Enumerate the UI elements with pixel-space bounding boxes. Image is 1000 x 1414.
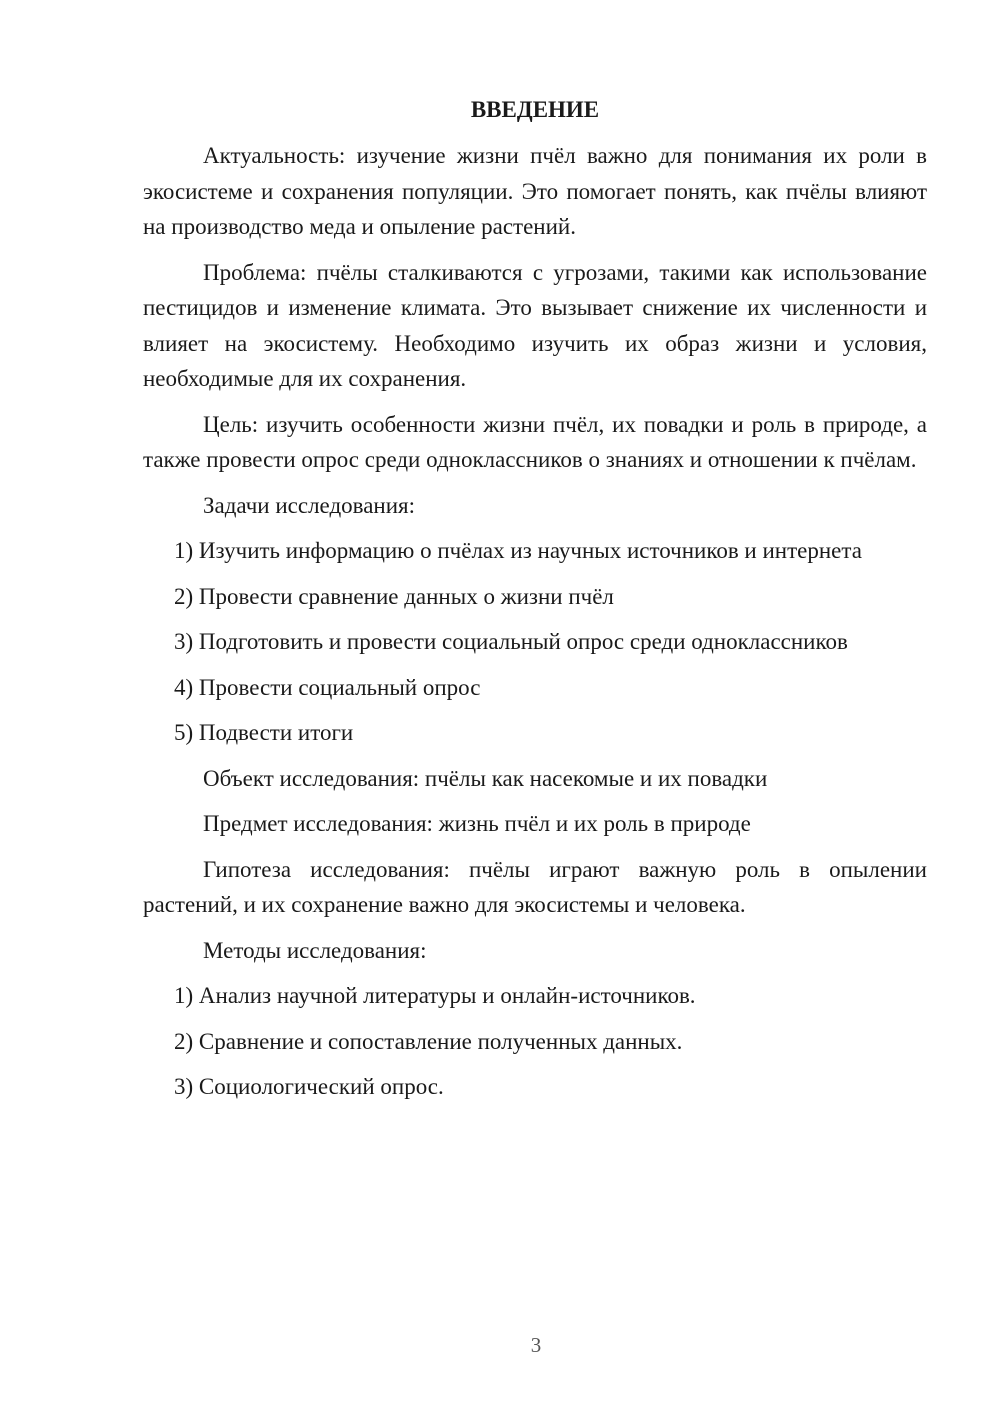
- method-item: 1) Анализ научной литературы и онлайн-источников.: [174, 983, 696, 1008]
- page-content: [143, 90, 927, 1115]
- problem-paragraph: Проблема: пчёлы сталкиваются с угрозами, такими как использование пестицидов и изменение климата. Это вызывает снижение их численности и влияет на экосистему. Необходимо изучить их образ жизни и условия, необходимые для их сохранения.: [143, 259, 927, 391]
- task-item: 4) Провести социальный опрос: [174, 674, 481, 700]
- methods-heading: Методы исследования:: [203, 937, 427, 963]
- goal-paragraph: Цель: изучить особенности жизни пчёл, их повадки и роль в природе, а также провести опрос среди одноклассников о знаниях и отношении к пчёлам.: [143, 411, 927, 472]
- task-item: 3) Подготовить и провести социальный опрос среди одноклассников: [174, 629, 848, 654]
- method-item: 2) Сравнение и сопоставление полученных данных.: [174, 1028, 683, 1054]
- object-paragraph: Объект исследования: пчёлы как насекомые и их повадки: [203, 765, 768, 791]
- section-title: ВВЕДЕНИЕ: [470, 97, 600, 122]
- method-item: 3) Социологический опрос.: [174, 1074, 444, 1099]
- subject-paragraph: Предмет исследования: жизнь пчёл и их роль в природе: [203, 811, 751, 836]
- methods-list: [143, 978, 927, 1105]
- task-item: 1) Изучить информацию о пчёлах из научных источников и интернета: [174, 538, 862, 563]
- task-item: 5) Подвести итоги: [174, 720, 354, 745]
- task-item: 2) Провести сравнение данных о жизни пчёл: [174, 583, 614, 609]
- tasks-heading: Задачи исследования:: [203, 492, 416, 518]
- hypothesis-paragraph: Гипотеза исследования: пчёлы играют важную роль в опылении растений, и их сохранение важно для экосистемы и человека.: [143, 856, 927, 917]
- page-number: 3: [530, 1333, 542, 1357]
- tasks-list: [143, 533, 927, 751]
- relevance-paragraph: Актуальность: изучение жизни пчёл важно для понимания их роли в экосистеме и сохранения популяции. Это помогает понять, как пчёлы влияют на производство меда и опыление растений.: [143, 143, 927, 239]
